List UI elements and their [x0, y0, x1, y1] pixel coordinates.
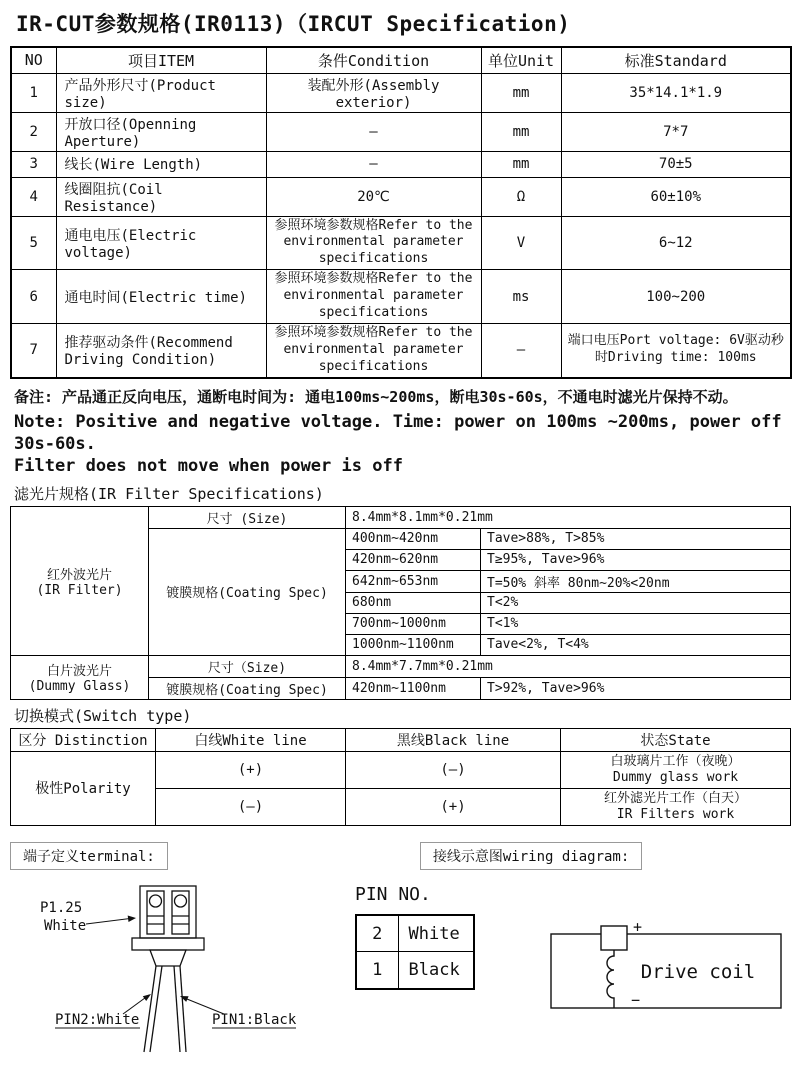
pin-table: [355, 914, 475, 990]
table-row: [11, 216, 791, 270]
state-line-cn: 白玻璃片工作（夜晚）: [610, 753, 741, 769]
coating-value: T≥95%, Tave>96%: [481, 549, 791, 570]
polarity-label-cell: 极性Polarity: [11, 751, 156, 825]
bottom-labels-row: [10, 842, 790, 870]
pin-row: [356, 915, 474, 952]
ir-filter-label-cn: 红外波光片: [46, 567, 112, 583]
pin1-label: PIN1:Black: [212, 1011, 297, 1028]
header-white-line: 白线White line: [156, 728, 346, 751]
cell-no: 5: [11, 216, 56, 270]
cell-item: 推荐驱动条件(Recommend Driving Condition): [56, 323, 266, 377]
table-row: [11, 151, 791, 177]
notes-section: [14, 386, 790, 478]
black-line-polarity: (+): [346, 788, 561, 825]
state-cell: [561, 751, 791, 788]
coating-range: 700nm~1000nm: [346, 613, 481, 634]
cell-item: 通电电压(Electric voltage): [56, 216, 266, 270]
coating-value: Tave>88%, T>85%: [481, 528, 791, 549]
coil-minus-sign: −: [631, 990, 641, 1009]
terminal-connector-diagram: [28, 882, 338, 1060]
cell-no: 7: [11, 323, 56, 377]
p125-label-line1: P1.25: [40, 899, 83, 916]
cell-item: 通电时间(Electric time): [56, 270, 266, 324]
state-line-cn: 红外滤光片工作（白天）: [603, 790, 747, 806]
pin-number: 1: [356, 952, 398, 989]
cell-no: 4: [11, 177, 56, 216]
state-cell: [561, 788, 791, 825]
header-distinction: 区分 Distinction: [11, 728, 156, 751]
cell-unit: ms: [481, 270, 561, 324]
cell-standard: 35*14.1*1.9: [561, 73, 791, 112]
dummy-glass-label-en: (Dummy Glass): [28, 679, 131, 695]
cell-condition: –: [266, 112, 481, 151]
wiring-diagram-area: [345, 880, 800, 1085]
switch-type-table: [10, 728, 791, 826]
main-table-header-row: [11, 47, 791, 73]
ir-size-value: 8.4mm*8.1mm*0.21mm: [346, 506, 791, 528]
cell-standard: 端口电压Port voltage: 6V驱动秒时Driving time: 100ms: [561, 323, 791, 377]
cell-unit: mm: [481, 151, 561, 177]
cell-standard: 100~200: [561, 270, 791, 324]
cell-unit: mm: [481, 112, 561, 151]
coating-range: 400nm~420nm: [346, 528, 481, 549]
pin-color: Black: [398, 952, 474, 989]
cell-condition: –: [266, 151, 481, 177]
coating-value: T<2%: [481, 592, 791, 613]
state-line-en: Dummy glass work: [612, 769, 739, 785]
pin-color: White: [398, 915, 474, 952]
filter-row: [11, 506, 791, 528]
col-header-condition: 条件Condition: [266, 47, 481, 73]
coating-range: 420nm~1100nm: [346, 677, 481, 699]
cell-condition: 参照环境参数规格Refer to the environmental parameter specifications: [266, 216, 481, 270]
size-label-cell: 尺寸（Size): [149, 655, 346, 677]
pin2-label: PIN2:White: [55, 1011, 140, 1028]
black-line-polarity: (–): [346, 751, 561, 788]
cell-unit: V: [481, 216, 561, 270]
cell-item: 开放口径(Openning Aperture): [56, 112, 266, 151]
col-header-standard: 标准Standard: [561, 47, 791, 73]
note-line-en-2: Filter does not move when power is off: [14, 456, 403, 477]
coating-range: 420nm~620nm: [346, 549, 481, 570]
cell-unit: –: [481, 323, 561, 377]
page-title: IR-CUT参数规格(IR0113)（IRCUT Specification): [16, 12, 571, 36]
connector-drawing: [132, 886, 204, 1052]
cell-unit: Ω: [481, 177, 561, 216]
wiring-diagram-label: 接线示意图wiring diagram:: [420, 842, 642, 870]
cell-no: 2: [11, 112, 56, 151]
table-row: [11, 112, 791, 151]
cell-condition: 参照环境参数规格Refer to the environmental parameter specifications: [266, 323, 481, 377]
cell-standard: 70±5: [561, 151, 791, 177]
coating-spec-label-cell: 镀膜规格(Coating Spec): [149, 528, 346, 655]
cell-no: 6: [11, 270, 56, 324]
note-line-cn: 备注: 产品通正反向电压，通断电时间为: 通电100ms~200ms，断电30s-60s，不通电时滤光片保持不动。: [14, 387, 738, 406]
pin-no-title: PIN NO.: [355, 883, 431, 905]
dummy-size-value: 8.4mm*7.7mm*0.21mm: [346, 655, 791, 677]
switch-row: [11, 751, 791, 788]
cell-item: 线圈阻抗(Coil Resistance): [56, 177, 266, 216]
filter-spec-title: 滤光片规格(IR Filter Specifications): [14, 484, 324, 503]
cell-no: 3: [11, 151, 56, 177]
cell-item: 线长(Wire Length): [56, 151, 266, 177]
pin-number: 2: [356, 915, 398, 952]
cell-item: 产品外形尺寸(Product size): [56, 73, 266, 112]
table-row: [11, 270, 791, 324]
switch-header-row: [11, 728, 791, 751]
dummy-glass-label-cn: 白片波光片: [46, 664, 112, 680]
main-spec-table: [10, 46, 792, 379]
col-header-unit: 单位Unit: [481, 47, 561, 73]
ir-filter-label-cell: [11, 506, 149, 655]
drive-coil-label: Drive coil: [640, 960, 756, 983]
cell-condition: 参照环境参数规格Refer to the environmental parameter specifications: [266, 270, 481, 324]
diagrams-section: [10, 880, 790, 1085]
coating-range: 680nm: [346, 592, 481, 613]
col-header-item: 项目ITEM: [56, 47, 266, 73]
dummy-glass-label-cell: [11, 655, 149, 699]
white-line-polarity: (–): [156, 788, 346, 825]
p125-label-line2: White: [44, 917, 87, 934]
coating-value: T>92%, Tave>96%: [481, 677, 791, 699]
filter-spec-table: [10, 506, 791, 700]
header-black-line: 黑线Black line: [346, 728, 561, 751]
cell-condition: 20℃: [266, 177, 481, 216]
coating-value: Tave<2%, T<4%: [481, 634, 791, 655]
coating-spec-label-cell: 镀膜规格(Coating Spec): [149, 677, 346, 699]
cell-condition: 装配外形(Assembly exterior): [266, 73, 481, 112]
table-row: [11, 73, 791, 112]
col-header-no: NO: [11, 47, 56, 73]
filter-row: [11, 655, 791, 677]
switch-type-title: 切换模式(Switch type): [14, 706, 192, 725]
cell-no: 1: [11, 73, 56, 112]
cell-unit: mm: [481, 73, 561, 112]
coating-value: T<1%: [481, 613, 791, 634]
coating-range: 642nm~653nm: [346, 570, 481, 592]
coating-value: T=50% 斜率 80nm~20%<20nm: [481, 570, 791, 592]
terminal-definition-label: 端子定义terminal:: [10, 842, 168, 870]
cell-standard: 7*7: [561, 112, 791, 151]
drive-coil-diagram: [543, 918, 793, 1023]
coating-range: 1000nm~1100nm: [346, 634, 481, 655]
ir-filter-label-en: (IR Filter): [36, 582, 123, 598]
cell-standard: 60±10%: [561, 177, 791, 216]
white-line-polarity: (+): [156, 751, 346, 788]
pin-row: [356, 952, 474, 989]
header-state: 状态State: [561, 728, 791, 751]
cell-standard: 6~12: [561, 216, 791, 270]
size-label-cell: 尺寸 (Size): [149, 506, 346, 528]
state-line-en: IR Filters work: [616, 806, 735, 822]
table-row: [11, 177, 791, 216]
table-row: [11, 323, 791, 377]
note-line-en-1: Note: Positive and negative voltage. Time: power on 100ms ~200ms, power off 30s-60s.: [14, 411, 782, 454]
coil-plus-sign: +: [633, 917, 643, 936]
